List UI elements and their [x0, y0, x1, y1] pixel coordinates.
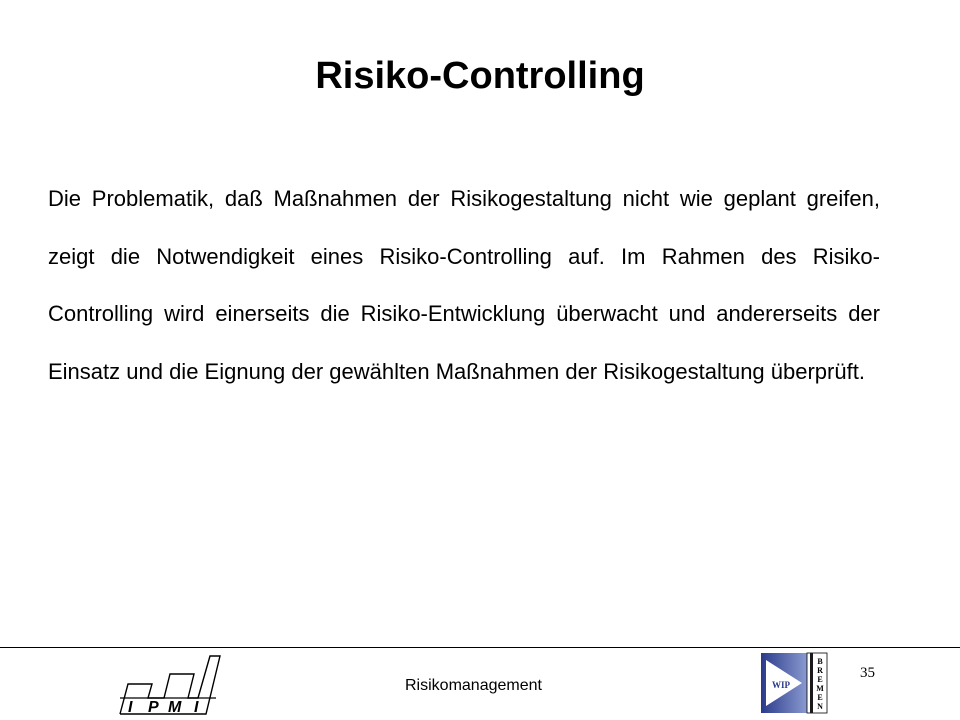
svg-text:B: B: [817, 657, 823, 666]
svg-text:E: E: [817, 693, 823, 702]
slide-title: Risiko-Controlling: [315, 55, 645, 97]
svg-text:I: I: [194, 699, 199, 716]
ipmi-logo-icon: [118, 654, 222, 716]
svg-text:P: P: [148, 699, 159, 716]
wip-bremen-logo-icon: [760, 652, 830, 714]
footer-divider: [0, 647, 960, 648]
svg-text:WIP: WIP: [772, 680, 790, 690]
svg-text:M: M: [816, 684, 824, 693]
svg-text:N: N: [817, 702, 823, 711]
svg-text:R: R: [817, 666, 823, 675]
svg-text:I: I: [128, 699, 133, 716]
svg-text:E: E: [817, 675, 823, 684]
footer-label: Risikomanagement: [405, 677, 542, 694]
slide-body-text: Die Problematik, daß Maßnahmen der Risikogestaltung nicht wie geplant greifen, zeigt die Notwendigkeit eines Risiko-Controlling auf. Im Rahmen des Risiko-Controlling wird einerseits die Risiko-Entwicklung überwacht und andererseits der Einsatz und die Eignung der gewählten Maßnahmen der Risikogestaltung überprüft.: [48, 186, 880, 384]
page-number: 35: [860, 665, 875, 681]
svg-text:M: M: [168, 699, 182, 716]
